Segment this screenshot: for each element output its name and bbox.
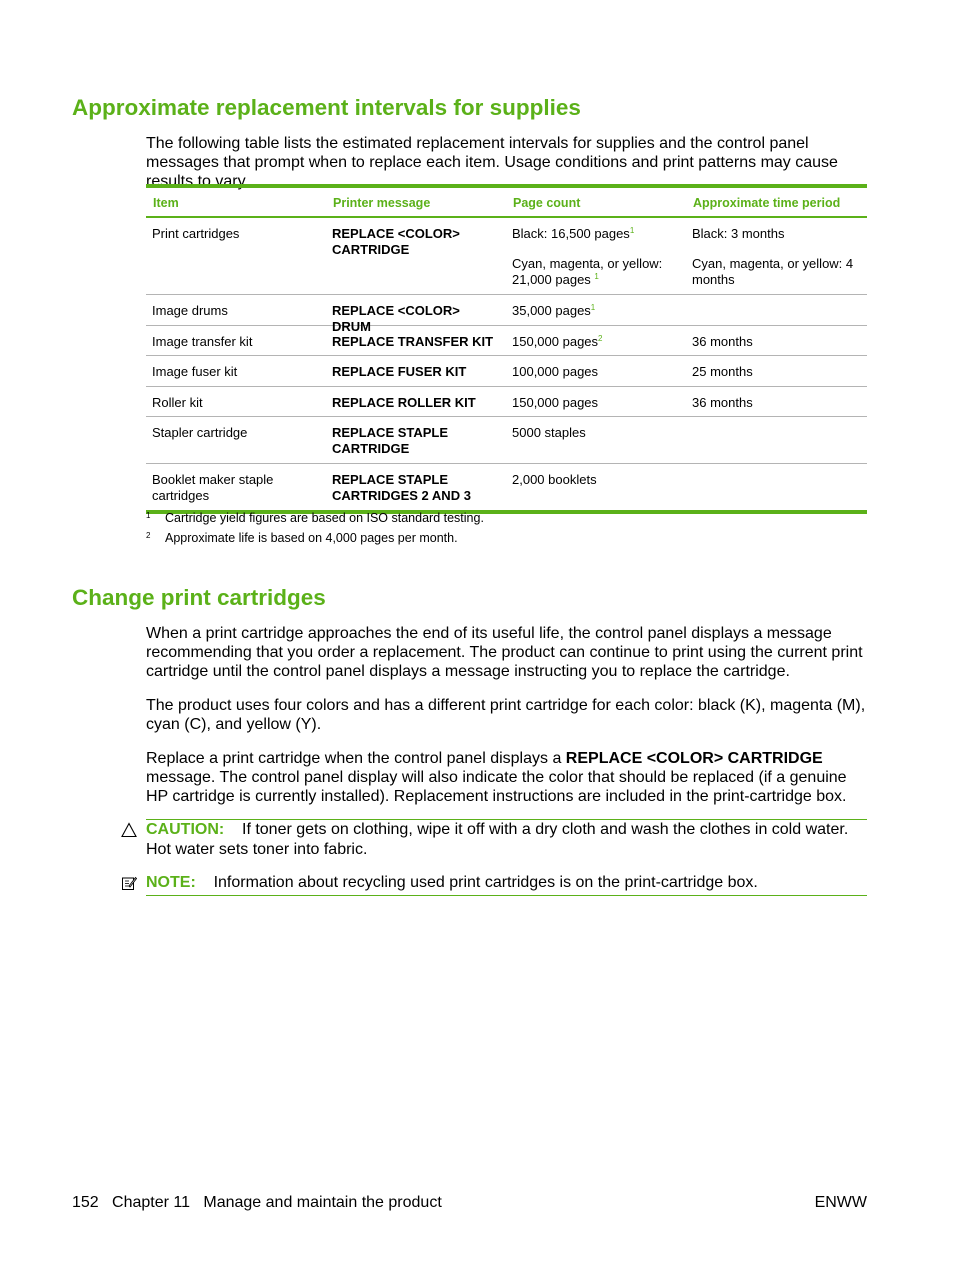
section-heading-replacement-intervals: Approximate replacement intervals for supplies [72,95,581,120]
note-bottom-rule [146,895,867,896]
caution-notice [146,820,867,860]
paragraph-four-colors: The product uses four colors and has a different print cartridge for each color: black (K), magenta (M), cyan (C), and yellow (Y). [146,697,866,734]
column-header-printer-message: Printer message [326,188,506,216]
page-count-value: 35,000 pages [512,303,591,318]
cell-page-count: 100,000 pages [512,364,599,379]
table-row [146,218,867,294]
time-black: Black: 3 months [692,226,785,241]
cell-time-period [686,417,867,463]
cell-message: REPLACE STAPLE CARTRIDGES 2 AND 3 [332,472,471,503]
page-footer-right: ENWW [814,1194,867,1211]
column-header-page-count: Page count [506,188,686,216]
cell-item: Image drums [152,303,228,318]
note-label: NOTE: [146,874,196,891]
chapter-title: Manage and maintain the product [203,1194,442,1211]
cell-item: Booklet maker staple cartridges [152,472,274,503]
section-heading-change-cartridges: Change print cartridges [72,585,326,610]
note-notice [146,873,867,893]
table-row [146,386,867,416]
table-header-row [146,188,867,218]
footnote-text: Approximate life is based on 4,000 pages per month. [165,531,458,545]
cell-message: REPLACE STAPLE CARTRIDGE [332,425,449,456]
table-row [146,355,867,386]
paragraph-text: message. The control panel display will also indicate the color that should be replaced (if a genuine HP cartridge is currently installed). Replacement instructions are included in the print-cartridge box. [146,769,847,806]
page-footer-left [72,1193,442,1212]
page-count-value: 150,000 pages [512,334,599,349]
note-pencil-icon [121,875,137,891]
cell-page-count [506,295,686,325]
paragraph-cartridge-life: When a print cartridge approaches the end of its useful life, the control panel displays a message recommending that you order a replacement. The product can continue to print using the current print cartridge until the control panel displays a message instructing you to replace the cartridge. [146,625,863,681]
cell-time-period [686,464,867,510]
column-header-time-period: Approximate time period [686,188,867,216]
cell-page-count [506,218,686,294]
footnote-ref: 1 [594,272,599,281]
caution-text: If toner gets on clothing, wipe it off with a dry cloth and wash the clothes in cold water. Hot water sets toner into fabric. [146,821,849,858]
cell-item: Image fuser kit [152,364,238,379]
footnote-text: Cartridge yield figures are based on ISO standard testing. [165,511,484,525]
table-row [146,294,867,334]
cell-time-period [686,218,867,294]
page-count-cmy: Cyan, magenta, or yellow: 21,000 pages [512,256,663,287]
footnote-number: 1 [146,511,151,520]
cell-message: REPLACE FUSER KIT [332,364,467,379]
cell-time-period [686,295,867,325]
page-number: 152 [72,1194,99,1211]
cell-item: Stapler cartridge [152,425,248,440]
footnote-ref: 2 [598,334,603,343]
cell-time-period: 25 months [692,364,753,379]
time-cmy: Cyan, magenta, or yellow: 4 months [692,256,854,287]
paragraph-replace-message [146,749,868,807]
intro-paragraph: The following table lists the estimated replacement intervals for supplies and the control panel messages that prompt when to replace each item. Usage conditions and print patterns may cause results to vary. [146,135,838,191]
cell-message: REPLACE ROLLER KIT [332,395,476,410]
footnote-ref: 1 [629,226,635,235]
cell-message: REPLACE TRANSFER KIT [332,334,494,349]
footnote-ref: 1 [590,303,596,312]
cell-page-count: 150,000 pages [512,395,599,410]
cell-message: REPLACE <COLOR> DRUM [332,303,460,334]
cell-time-period: 36 months [692,334,753,349]
cell-page-count: 2,000 booklets [512,472,597,487]
cell-item: Image transfer kit [152,334,253,349]
chapter-label: Chapter 11 [112,1194,191,1211]
paragraph-text: Replace a print cartridge when the control panel displays a [146,750,566,767]
cell-message: REPLACE <COLOR> CARTRIDGE [332,226,460,257]
table-row [146,463,867,510]
cell-item: Print cartridges [152,226,240,241]
cell-time-period: 36 months [692,395,753,410]
page-count-black: Black: 16,500 pages [512,226,630,241]
note-text: Information about recycling used print cartridges is on the print-cartridge box. [213,874,758,891]
column-header-item: Item [146,188,326,216]
replacement-intervals-table [146,184,867,514]
table-row [146,416,867,463]
footnote-number: 2 [146,531,151,540]
table-row [146,325,867,355]
cell-item: Roller kit [152,395,203,410]
caution-triangle-icon [121,822,137,838]
cell-page-count [506,326,686,355]
cell-page-count: 5000 staples [512,425,586,440]
replace-message-bold: REPLACE <COLOR> CARTRIDGE [565,750,823,767]
caution-label: CAUTION: [146,821,225,838]
